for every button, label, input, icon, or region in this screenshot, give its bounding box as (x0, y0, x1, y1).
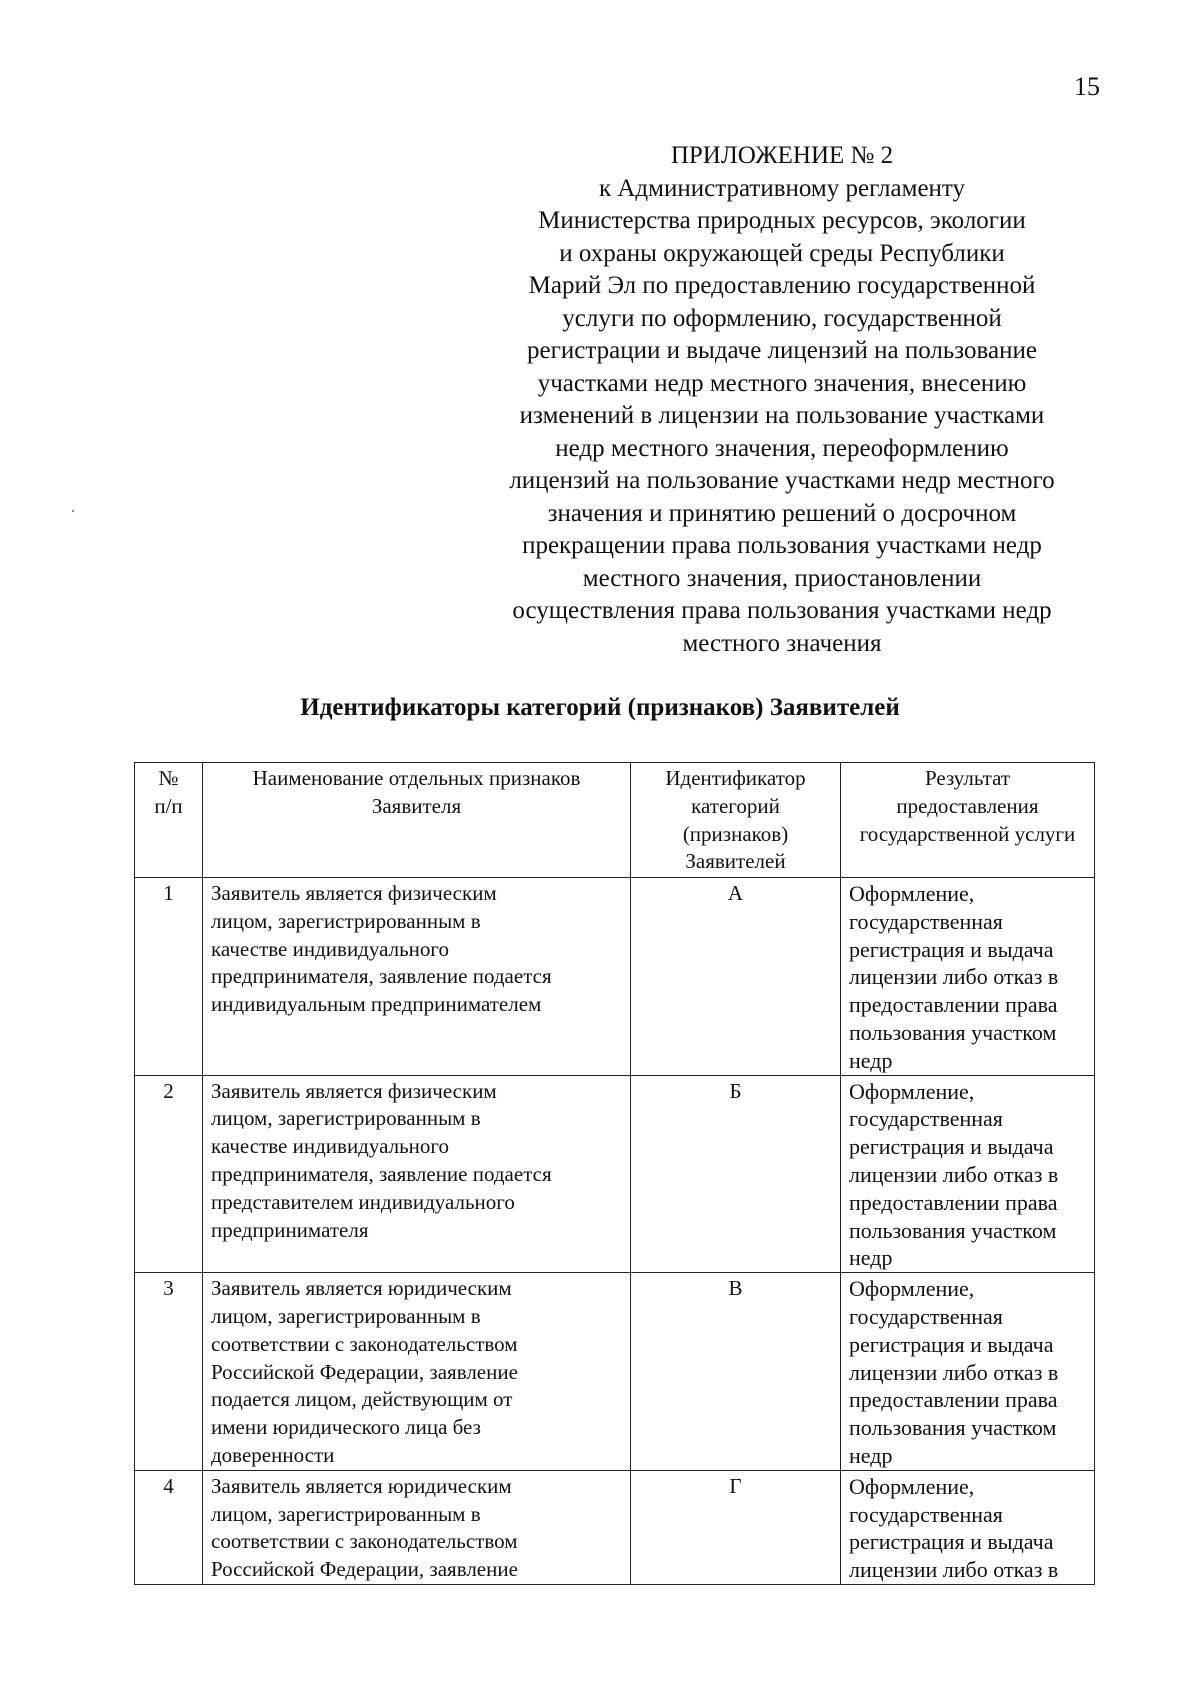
row-result: Оформление, государственная регистрация и выдача лицензии либо отказ в предоставлении права пользования участком недр (841, 1273, 1095, 1471)
row-description: Заявитель является юридическим лицом, зарегистрированным в соответствии с законодательством Российской Федерации, заявление (203, 1470, 631, 1584)
row-result: Оформление, государственная регистрация и выдача лицензии либо отказ в (841, 1470, 1095, 1584)
header-result: Результат предоставления государственной услуги (841, 763, 1095, 878)
row-number: 4 (135, 1470, 203, 1584)
row-description: Заявитель является физическим лицом, зарегистрированным в качестве индивидуального предпринимателя, заявление подается представителем индивидуального предпринимателя (203, 1075, 631, 1273)
row-number: 1 (135, 878, 203, 1076)
table-title: Идентификаторы категорий (признаков) Заявителей (300, 694, 900, 721)
appendix-line: Министерства природных ресурсов, экологии (538, 207, 1026, 234)
row-identifier: А (631, 878, 841, 1076)
table-row (135, 1273, 1095, 1471)
table-row (135, 878, 1095, 1076)
appendix-line: недр местного значения, переоформлению (555, 434, 1009, 462)
appendix-line: прекращении права пользования участками недр (522, 532, 1042, 559)
appendix-line: значения и принятию решений о досрочном (547, 499, 1017, 527)
row-result: Оформление, государственная регистрация и выдача лицензии либо отказ в предоставлении права пользования участком недр (841, 1075, 1095, 1273)
appendix-line: регистрации и выдаче лицензий на пользование (527, 337, 1037, 364)
appendix-line: и охраны окружающей среды Республики (559, 239, 1005, 267)
table-row (135, 1075, 1095, 1273)
header-identifier: Идентификатор категорий (признаков) Заявителей (631, 763, 841, 878)
scan-speck (72, 510, 74, 512)
appendix-line: услуги по оформлению, государственной (562, 304, 1002, 332)
appendix-heading: ПРИЛОЖЕНИЕ № 2 (670, 142, 894, 169)
row-result: Оформление, государственная регистрация и выдача лицензии либо отказ в предоставлении права пользования участком недр (841, 878, 1095, 1076)
appendix-line: к Административному регламенту (598, 174, 966, 202)
appendix-line: осуществления права пользования участками недр (512, 597, 1052, 624)
appendix-line: лицензий на пользование участками недр местного (509, 467, 1055, 494)
page-number: 15 (1074, 72, 1100, 101)
appendix-line: Марий Эл по предоставлению государственной (528, 272, 1036, 299)
header-number: № п/п (135, 763, 203, 878)
table-row (135, 1470, 1095, 1584)
identifiers-table (134, 762, 1095, 1585)
header-name: Наименование отдельных признаков Заявителя (203, 763, 631, 878)
row-identifier: Б (631, 1075, 841, 1273)
row-identifier: Г (631, 1470, 841, 1584)
row-number: 3 (135, 1273, 203, 1471)
row-identifier: В (631, 1273, 841, 1471)
appendix-header (440, 140, 1124, 660)
row-description: Заявитель является физическим лицом, зарегистрированным в качестве индивидуального предпринимателя, заявление подается индивидуальным предпринимателем (203, 878, 631, 1076)
row-number: 2 (135, 1075, 203, 1273)
appendix-line: изменений в лицензии на пользование участками (519, 402, 1045, 429)
row-description: Заявитель является юридическим лицом, зарегистрированным в соответствии с законодательством Российской Федерации, заявление подается лицом, действующим от имени юридического лица без доверенности (203, 1273, 631, 1471)
appendix-line: местного значения, приостановлении (582, 564, 982, 592)
appendix-line: участками недр местного значения, внесению (537, 369, 1027, 397)
table-header-row (135, 763, 1095, 878)
appendix-line: местного значения (682, 629, 882, 657)
